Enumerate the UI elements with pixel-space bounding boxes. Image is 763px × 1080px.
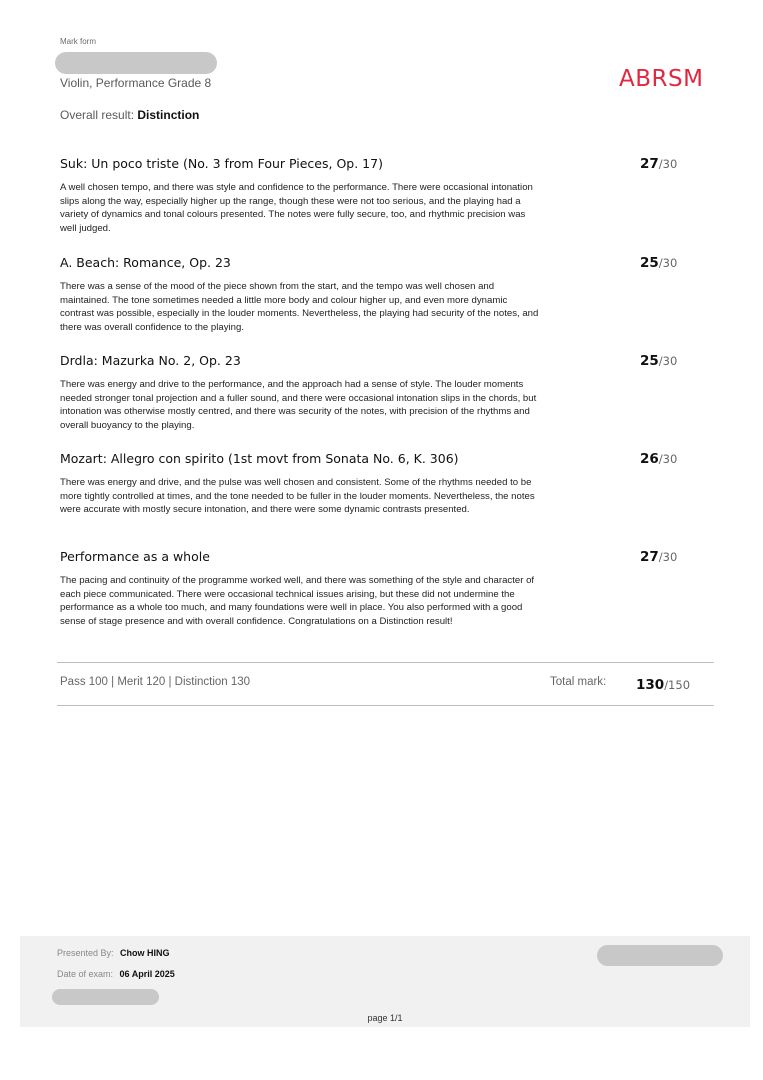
exam-date: [57, 969, 175, 979]
section-comment: There was a sense of the mood of the piece shown from the start, and the tempo was well chosen and maintained. The tone sometimes needed a little more body and colour higher up, and even more dynamic contrast was possible, especially in the louder moments. Nevertheless, the playing had security of the notes, and there was overall confidence to the playing.: [60, 281, 539, 333]
section-title: Drdla: Mazurka No. 2, Op. 23: [60, 353, 241, 368]
section-comment: There was energy and drive, and the pulse was well chosen and consistent. Some of the rhythms needed to be more tightly controlled at times, and the tone needed to be fuller in the louder moments. Nevertheless, the notes were accurate with mostly secure intonation, and there were some dynamic contrasts presented.: [60, 477, 535, 515]
exam-date-value: 06 April 2025: [119, 969, 175, 979]
overall-result-label: Overall result:: [60, 108, 135, 122]
redacted-footer-right: [597, 945, 723, 966]
total-mark-label: Total mark:: [550, 676, 607, 688]
footer: [20, 936, 750, 1027]
grade-thresholds: Pass 100 | Merit 120 | Distinction 130: [60, 676, 251, 688]
section-score: 25/30: [640, 353, 678, 369]
section-mozart: [60, 451, 700, 517]
exam-date-label: Date of exam:: [57, 969, 114, 979]
section-title: Mozart: Allegro con spirito (1st movt from Sonata No. 6, K. 306): [60, 451, 459, 466]
section-title: Suk: Un poco triste (No. 3 from Four Pieces, Op. 17): [60, 156, 383, 171]
section-title: Performance as a whole: [60, 549, 210, 564]
section-comment: A well chosen tempo, and there was style and confidence to the performance. There were occasional intonation slips along the way, especially higher up the range, though these were not too serious, and the playing had a variety of dynamics and tonal colours presented. The notes were fully secure, too, and rhythmic precision was well judged.: [60, 182, 533, 234]
redacted-footer-left: [52, 989, 159, 1005]
presented-by: [57, 948, 170, 958]
section-comment: There was energy and drive to the performance, and the approach had a sense of style. The louder moments needed stronger tonal projection and a fuller sound, and there were occasional intonation slips in the chords, but intonation was otherwise mostly centred, and there was security of the notes, with precision of the rhythms and overall buoyancy to the playing.: [60, 379, 537, 431]
section-drdla: [60, 353, 700, 432]
section-suk: [60, 156, 700, 235]
overall-result-value: Distinction: [137, 108, 200, 122]
overall-result: [60, 108, 199, 122]
summary-bottom-divider: [57, 705, 714, 706]
presented-by-value: Chow HING: [120, 948, 170, 958]
section-performance-as-whole: [60, 549, 700, 628]
presented-by-label: Presented By:: [57, 948, 114, 958]
section-title: A. Beach: Romance, Op. 23: [60, 255, 231, 270]
exam-subtitle: Violin, Performance Grade 8: [60, 76, 212, 90]
section-score: 25/30: [640, 255, 678, 271]
summary-top-divider: [57, 662, 714, 663]
section-score: 26/30: [640, 451, 678, 467]
section-score: 27/30: [640, 156, 678, 172]
section-score: 27/30: [640, 549, 678, 565]
redacted-candidate-name: [55, 52, 217, 74]
abrsm-logo: ABRSM: [619, 66, 704, 92]
mark-form-label: Mark form: [60, 37, 96, 46]
section-beach: [60, 255, 700, 334]
section-comment: The pacing and continuity of the programme worked well, and there was something of the style and character of each piece communicated. There were occasional technical issues arising, but these did not undermine the performance as a whole too much, and many foundations were well in place. You also performed with a good sense of stage presence and with overall confidence. Congratulations on a Distinction result!: [60, 575, 535, 627]
page-number: page 1/1: [367, 1013, 403, 1023]
total-mark-value: 130/150: [636, 677, 691, 693]
